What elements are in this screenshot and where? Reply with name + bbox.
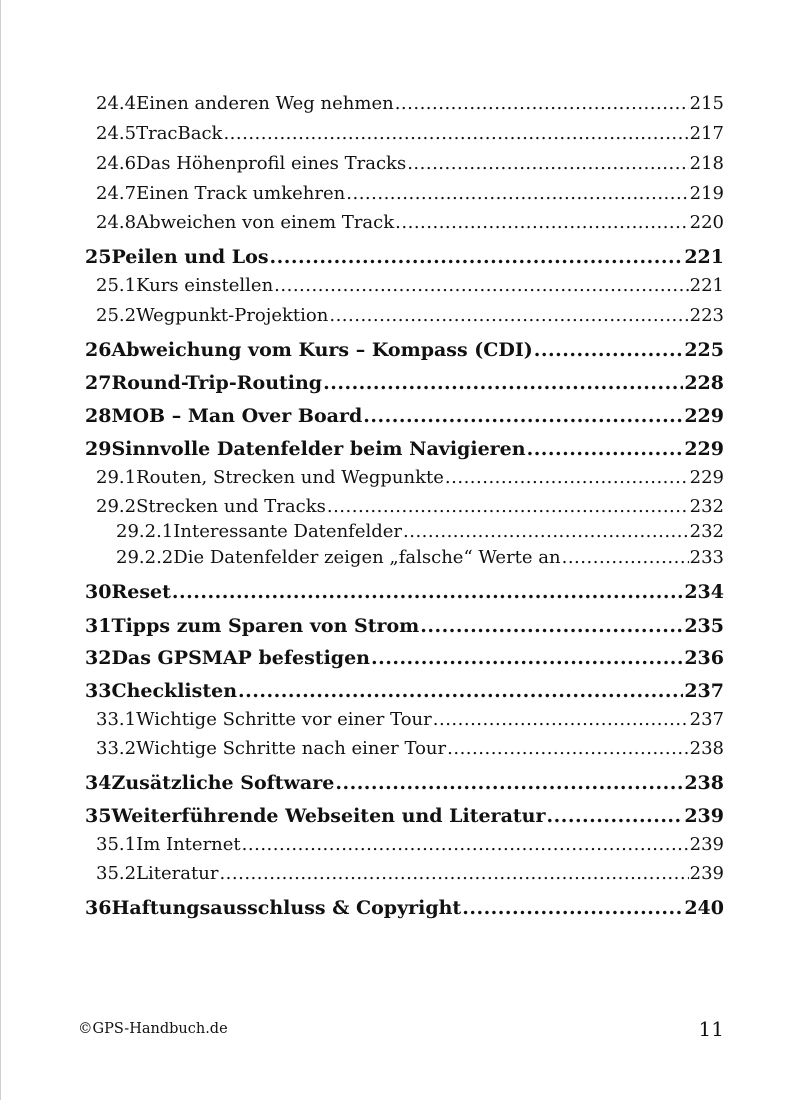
toc-entry[interactable] [96, 307, 724, 325]
toc-entry-page: 237 [689, 709, 724, 730]
toc-entry-title: Checklisten [111, 680, 238, 702]
toc-entry-title: Wegpunkt-Projektion [136, 305, 329, 326]
toc-entry[interactable] [96, 185, 724, 203]
toc-entry[interactable] [96, 214, 724, 232]
toc-dot-leader [274, 277, 688, 295]
toc-dot-leader [534, 341, 684, 360]
toc-entry-title: Peilen und Los [111, 246, 269, 268]
toc-dot-leader [433, 711, 689, 729]
toc-dot-leader [445, 469, 689, 487]
toc-entry-title: Abweichen von einem Track [136, 212, 395, 233]
toc-entry-number: 28 [85, 405, 112, 427]
toc-entry-number: 29.1 [96, 467, 137, 488]
toc-entry[interactable] [96, 865, 724, 883]
toc-entry-title: Das Höhenprofil eines Tracks [136, 153, 407, 174]
toc-entry-page: 232 [689, 496, 724, 517]
toc-entry-title: Die Datenfelder zeigen „falsche“ Werte an [173, 547, 561, 568]
toc-dot-leader [238, 682, 683, 701]
toc-entry-page: 217 [689, 123, 724, 144]
toc-entry-number: 36 [85, 897, 112, 919]
toc-entry[interactable] [96, 711, 724, 729]
toc-entry[interactable] [96, 740, 724, 758]
toc-entry-number: 24.8 [96, 212, 137, 233]
toc-entry-title: Tipps zum Sparen von Strom [111, 615, 420, 637]
toc-entry-title: Reset [111, 581, 171, 603]
toc-dot-leader [371, 649, 683, 668]
toc-entry-title: TracBack [136, 123, 223, 144]
toc-entry-page: 228 [684, 372, 724, 394]
toc-dot-leader [447, 740, 689, 758]
toc-entry-title: Strecken und Tracks [136, 496, 326, 517]
toc-dot-leader [407, 155, 688, 173]
toc-entry-title: Round-Trip-Routing [111, 372, 323, 394]
toc-entry-number: 29 [85, 438, 112, 460]
toc-entry[interactable] [85, 807, 724, 826]
toc-entry-number: 30 [85, 581, 112, 603]
toc-entry-number: 29.2 [96, 496, 137, 517]
toc-entry-number: 26 [85, 339, 112, 361]
toc-entry[interactable] [96, 277, 724, 295]
toc-dot-leader [527, 440, 684, 459]
toc-entry-number: 27 [85, 372, 112, 394]
toc-entry-title: Sinnvolle Datenfelder beim Navigieren [111, 438, 526, 460]
toc-entry-page: 215 [689, 93, 724, 114]
toc-dot-leader [346, 185, 688, 203]
toc-dot-leader [546, 807, 683, 826]
toc-entry[interactable] [85, 374, 724, 393]
toc-entry-page: 236 [684, 647, 724, 669]
toc-entry-page: 220 [689, 212, 724, 233]
toc-dot-leader [395, 214, 688, 232]
toc-entry[interactable] [85, 248, 724, 267]
toc-entry-number: 32 [85, 647, 112, 669]
toc-entry-number: 31 [85, 615, 112, 637]
toc-entry-title: Im Internet [136, 834, 241, 855]
toc-entry[interactable] [96, 125, 724, 143]
toc-entry[interactable] [96, 155, 724, 173]
toc-entry-number: 24.6 [96, 153, 137, 174]
toc-entry[interactable] [85, 899, 724, 918]
toc-entry-page: 229 [684, 438, 724, 460]
toc-entry[interactable] [85, 583, 724, 602]
toc-entry-page: 221 [684, 246, 724, 268]
toc-dot-leader [329, 307, 688, 325]
toc-entry[interactable] [85, 617, 724, 636]
toc-entry-title: Abweichung vom Kurs – Kompass (CDI) [111, 339, 533, 361]
toc-entry-page: 229 [689, 467, 724, 488]
toc-dot-leader [270, 248, 684, 267]
toc-entry-page: 233 [689, 547, 724, 568]
toc-entry-title: MOB – Man Over Board [111, 405, 363, 427]
toc-entry[interactable] [85, 682, 724, 701]
toc-entry-number: 25 [85, 246, 112, 268]
toc-entry-number: 25.2 [96, 305, 137, 326]
toc-entry[interactable] [85, 407, 724, 426]
toc-entry-title: Das GPSMAP befestigen [111, 647, 370, 669]
toc-entry[interactable] [85, 341, 724, 360]
toc-entry-title: Einen Track umkehren [136, 183, 346, 204]
toc-entry-title: Weiterführende Webseiten und Literatur [111, 805, 546, 827]
toc-entry[interactable] [116, 523, 724, 541]
toc-entry-number: 34 [85, 772, 112, 794]
toc-entry-page: 238 [689, 738, 724, 759]
footer-copyright: ©GPS-Handbuch.de [78, 1021, 228, 1037]
toc-entry-page: 218 [689, 153, 724, 174]
toc-dot-leader [462, 899, 683, 918]
toc-dot-leader [335, 774, 683, 793]
toc-entry-title: Wichtige Schritte vor einer Tour [136, 709, 432, 730]
toc-entry-page: 237 [684, 680, 724, 702]
toc-entry-number: 33 [85, 680, 112, 702]
toc-entry-number: 35 [85, 805, 112, 827]
toc-dot-leader [242, 836, 689, 854]
toc-entry[interactable] [96, 95, 724, 113]
toc-entry-title: Literatur [136, 863, 219, 884]
toc-entry[interactable] [96, 498, 724, 516]
toc-dot-leader [323, 374, 683, 393]
toc-entry-title: Haftungsausschluss & Copyright [111, 897, 462, 919]
toc-entry-title: Kurs einstellen [136, 275, 274, 296]
toc-entry-number: 33.2 [96, 738, 137, 759]
toc-entry-page: 239 [689, 863, 724, 884]
toc-entry-page: 225 [684, 339, 724, 361]
toc-entry-number: 33.1 [96, 709, 137, 730]
toc-entry-title: Routen, Strecken und Wegpunkte [136, 467, 444, 488]
toc-entry-page: 223 [689, 305, 724, 326]
toc-entry-page: 239 [689, 834, 724, 855]
toc-dot-leader [327, 498, 689, 516]
toc-entry-number: 24.5 [96, 123, 137, 144]
toc-entry-number: 25.1 [96, 275, 137, 296]
toc-entry-page: 221 [689, 275, 724, 296]
toc-dot-leader [172, 583, 683, 602]
toc-entry[interactable] [85, 649, 724, 668]
toc-entry-page: 219 [689, 183, 724, 204]
toc-entry-title: Interessante Datenfelder [173, 521, 403, 542]
toc-entry-title: Wichtige Schritte nach einer Tour [136, 738, 447, 759]
toc-entry-title: Zusätzliche Software [111, 772, 335, 794]
toc-entry-number: 29.2.1 [116, 521, 174, 542]
toc-dot-leader [363, 407, 683, 426]
footer-page-number: 11 [698, 1017, 724, 1041]
toc-entry-number: 24.4 [96, 93, 137, 114]
toc-entry[interactable] [85, 774, 724, 793]
toc-entry-number: 35.2 [96, 863, 137, 884]
toc-entry[interactable] [116, 549, 724, 567]
toc-entry-page: 229 [684, 405, 724, 427]
toc-entry-number: 29.2.2 [116, 547, 174, 568]
toc-entry-page: 234 [684, 581, 724, 603]
toc-dot-leader [420, 617, 683, 636]
toc-entry[interactable] [96, 836, 724, 854]
toc-entry-page: 235 [684, 615, 724, 637]
toc-entry-page: 239 [684, 805, 724, 827]
toc-entry[interactable] [96, 469, 724, 487]
toc-entry-page: 232 [689, 521, 724, 542]
toc-entry-number: 24.7 [96, 183, 137, 204]
toc-dot-leader [219, 865, 688, 883]
toc-entry[interactable] [85, 440, 724, 459]
toc-entry-page: 238 [684, 772, 724, 794]
toc-dot-leader [395, 95, 689, 113]
toc-entry-page: 240 [684, 897, 724, 919]
toc-dot-leader [403, 523, 689, 541]
toc-entry-title: Einen anderen Weg nehmen [136, 93, 394, 114]
toc-dot-leader [562, 549, 689, 567]
toc-entry-number: 35.1 [96, 834, 137, 855]
toc-dot-leader [223, 125, 688, 143]
